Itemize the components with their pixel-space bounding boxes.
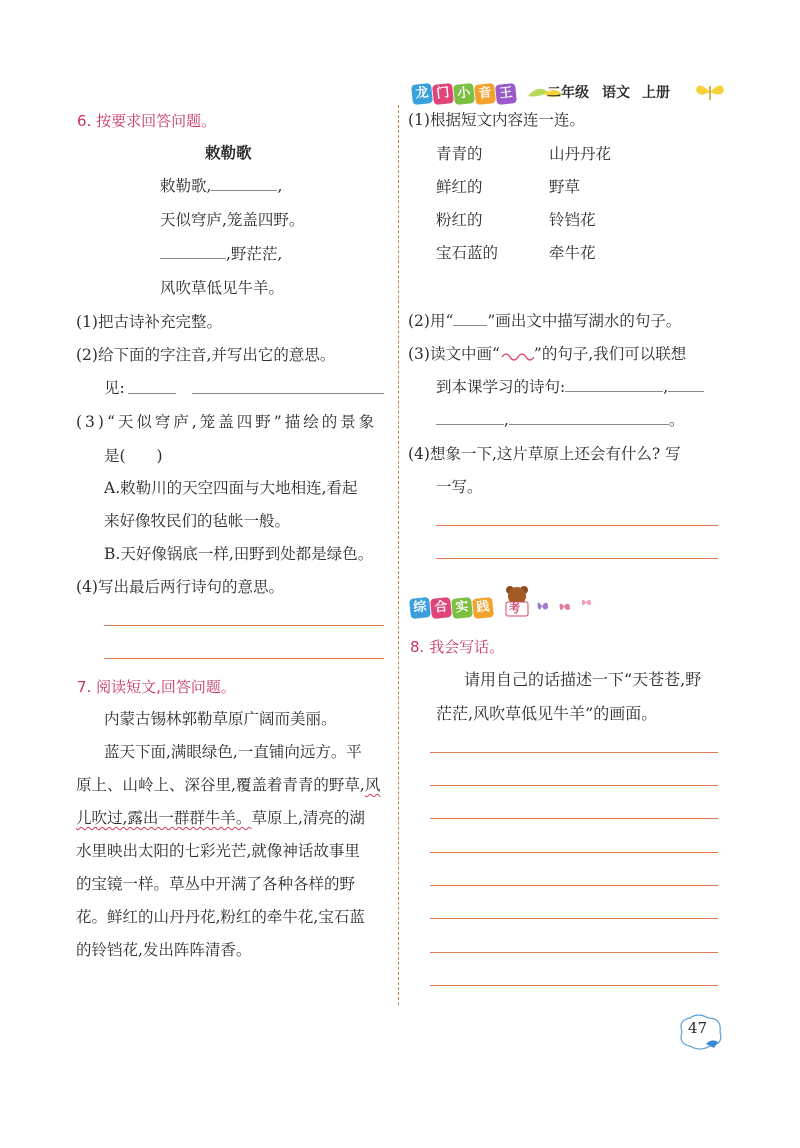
q7-title: 7. 阅读短文,回答问题。 [77, 678, 236, 696]
answer-line[interactable] [436, 558, 718, 559]
writing-line[interactable] [430, 985, 718, 986]
q6-sub3-b[interactable]: 是( ) [104, 447, 163, 465]
poem-line-4: 风吹草低见牛羊。 [160, 279, 285, 297]
practice-char: 合 [430, 597, 452, 619]
r-sub4-a: (4)想象一下,这片草原上还会有什么? 写 [408, 445, 681, 463]
writing-line[interactable] [430, 785, 718, 786]
volume-label: 上册 [642, 85, 670, 101]
poem-text: 敕勒歌, [160, 177, 212, 195]
brand-char: 音 [474, 83, 496, 105]
passage-text: 草原上,清亮的湖 [251, 809, 365, 827]
writing-line[interactable] [430, 885, 718, 886]
writing-line[interactable] [430, 818, 718, 819]
r-sub3-text: 到本课学习的诗句: [436, 378, 566, 396]
r-sub2 [408, 311, 681, 331]
poem-text: ,野茫茫, [226, 245, 283, 263]
r-sub3-d [436, 410, 684, 430]
blank-input[interactable] [211, 176, 277, 191]
match-right-item[interactable]: 野草 [549, 178, 581, 196]
practice-banner [410, 584, 610, 624]
answer-line[interactable] [104, 658, 384, 659]
wavy-underlined-text: 儿吹过,露出一群群牛羊。 [76, 809, 252, 827]
q6-sub3-a: (3)“天似穹庐,笼盖四野”描绘的景象 [76, 413, 378, 431]
match-left-item[interactable]: 粉红的 [436, 211, 483, 229]
subject-label: 语文 [602, 85, 630, 101]
practice-char: 综 [409, 597, 431, 619]
r-sub2-text: (2)用“ [408, 312, 454, 330]
r-sub3-text: ”的句子,我们可以联想 [533, 345, 687, 363]
option-a-line1: A.敕勒川的天空四面与大地相连,看起 [104, 479, 358, 497]
q6-sub2: (2)给下面的字注音,并写出它的意思。 [76, 346, 336, 364]
straight-line-mark [453, 313, 487, 326]
passage-p1: 内蒙古锡林郭勒草原广阔而美丽。 [104, 710, 337, 728]
passage-text: 原上、山岭上、深谷里,覆盖着青青的野草, [76, 776, 365, 794]
passage-line: 花。鲜红的山丹丹花,粉红的牵牛花,宝石蓝 [76, 908, 365, 926]
passage-line [76, 808, 365, 828]
q6-sub4: (4)写出最后两行诗句的意思。 [76, 578, 284, 596]
blank-input[interactable] [436, 410, 504, 425]
butterflies-icon [534, 594, 604, 616]
q8-title: 8. 我会写话。 [410, 638, 505, 656]
q6-title: 6. 按要求回答问题。 [77, 112, 217, 130]
wavy-line-mark [500, 347, 534, 361]
kao-label: 考 [509, 602, 520, 615]
meaning-blank[interactable] [192, 393, 384, 394]
q6-sub1: (1)把古诗补充完整。 [76, 313, 222, 331]
page-number: 47 [688, 1019, 708, 1037]
punct: 。 [668, 411, 685, 429]
poem-title: 敕勒歌 [205, 144, 252, 162]
header-banner [412, 80, 732, 106]
practice-label [410, 596, 494, 618]
r-sub3-text: (3)读文中画“ [408, 345, 500, 363]
q6-sub2-char: 见: [104, 379, 125, 397]
poem-line-2: 天似穹庐,笼盖四野。 [160, 211, 305, 229]
writing-line[interactable] [430, 952, 718, 953]
r-sub3 [408, 344, 686, 364]
writing-line[interactable] [430, 918, 718, 919]
poem-line-3 [160, 244, 282, 264]
brand-logo [412, 82, 517, 104]
punct: , [663, 378, 669, 396]
match-right-item[interactable]: 牵牛花 [549, 244, 596, 262]
q8-prompt-2: 茫茫,风吹草低见牛羊”的画面。 [436, 704, 658, 723]
brand-char: 门 [432, 83, 454, 105]
blank-input[interactable] [160, 244, 226, 259]
butterfly-icon [690, 80, 730, 104]
r-sub4-b: 一写。 [436, 478, 483, 496]
blank-input[interactable] [509, 410, 669, 425]
writing-line[interactable] [430, 752, 718, 753]
q8-prompt-1: 请用自己的话描述一下“天苍苍,野 [464, 670, 702, 689]
brand-char: 王 [495, 83, 517, 105]
poem-line-1 [160, 176, 282, 196]
r-sub2-text: ”画出文中描写湖水的句子。 [487, 312, 682, 330]
option-b: B.天好像锅底一样,田野到处都是绿色。 [104, 545, 374, 563]
brand-char: 龙 [411, 83, 433, 105]
brand-char: 小 [453, 83, 475, 105]
passage-line: 水里映出太阳的七彩光芒,就像神话故事里 [76, 842, 360, 860]
grade-label: 二年级 [547, 85, 589, 101]
passage-line: 的铃铛花,发出阵阵清香。 [76, 941, 252, 959]
punct: , [504, 411, 509, 429]
match-left-item[interactable]: 宝石蓝的 [436, 244, 499, 262]
practice-char: 践 [472, 597, 494, 619]
match-right-item[interactable]: 山丹丹花 [549, 145, 612, 163]
passage-line: 的宝镜一样。草丛中开满了各种各样的野 [76, 875, 356, 893]
writing-line[interactable] [430, 852, 718, 853]
r-sub3-c [436, 377, 704, 397]
r-sub1: (1)根据短文内容连一连。 [408, 111, 585, 129]
wavy-underlined-text: 风 [364, 776, 381, 794]
blank-input[interactable] [668, 377, 704, 392]
option-a-line2: 来好像牧民们的毡帐一般。 [104, 512, 291, 530]
match-left-item[interactable]: 青青的 [436, 145, 483, 163]
match-left-item[interactable]: 鲜红的 [436, 178, 483, 196]
column-divider [398, 105, 399, 1005]
passage-line [76, 775, 380, 795]
poem-text: , [277, 177, 283, 195]
answer-line[interactable] [436, 525, 718, 526]
practice-char: 实 [451, 597, 473, 619]
blank-input[interactable] [565, 377, 663, 392]
passage-line: 蓝天下面,满眼绿色,一直铺向远方。平 [104, 743, 362, 761]
pinyin-blank[interactable] [128, 393, 176, 394]
answer-line[interactable] [104, 625, 384, 626]
match-right-item[interactable]: 铃铛花 [549, 211, 596, 229]
